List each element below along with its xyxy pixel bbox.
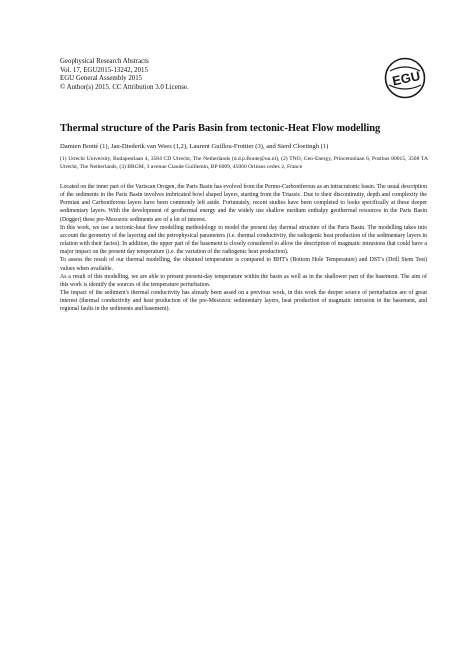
abstract-paragraph: Located on the inner part of the Variscan Orogen, the Paris Basin has evolved from the Permo-Carboniferous as an intracratonic basin. The usual description of the sediments in the Paris Basin involves imbricated bowl shaped layers, starting from the Triassic. Due to their discontinuity, depth and complexity the Permian and Carboniferous layers have been commonly left aside. Fortunately, recent studies have been completed to looks specifically at these deeper sedimentary layers. With the development of geothermal energy and the widely use shallow medium enthalpy geothermal resources in the Paris Basin (Dogger) these pre-Mesozoic sediments are of a lot of interest. — [60, 184, 427, 223]
egu-logo-icon — [384, 57, 426, 99]
license-text: © Author(s) 2015. CC Attribution 3.0 License. — [60, 83, 189, 91]
paper-title: Thermal structure of the Paris Basin from tectonic-Heat Flow modelling — [60, 123, 381, 134]
abstract-paragraph: In this work, we use a tectonic-heat flow modelling methodology to model the present day thermal structure of the Paris Basin. The modelling takes into account the geometry of the layering and the petrophysical parameters (i.e. thermal conductivity, the radiogenic heat production of the sedimentary layers in relation with their facies). In addition, the upper part of the basement is closely considered to allow the description of magmatic intrusions that could have a major impact on the present day temperature (i.e. the variation of the radiogenic heat production). — [60, 224, 427, 256]
volume-info: Vol. 17, EGU2015-13242, 2015 — [60, 66, 148, 74]
affiliations: (1) Utrecht University, Budapestlaan 4, 3584 CD Utrecht, The Netherlands (d.d.p.Bonte@uu.nl), (2) TNO, Geo-Energy, Princetonlaan 6, Postbus 80015, 3508 TA Utrecht, The Netherlands, (3) BRGM, 3 avenue Claude Guillemin, BP 6009, 45060 Orléans cedex 2, France — [60, 156, 428, 170]
svg-text:EGU: EGU — [390, 67, 422, 89]
abstract-paragraph: To assess the result of our thermal modelling, the obtained temperature is compared to BHT's (Bottom Hole Temperature) and DST's (Drill Stem Test) values when available. — [60, 257, 427, 272]
abstract-paragraph: As a result of this modelling, we are able to present present-day temperature within the basin as well as in the shallower part of the basement. The aim of this work is identify the sources of the temperature perturbation. — [60, 273, 427, 288]
publication-header — [60, 58, 189, 92]
journal-name: Geophysical Research Abstracts — [60, 58, 149, 65]
abstract-paragraph: The impact of the sediment's thermal conductivity has already been assed on a previous work, in this work the deeper source of perturbation are of great interest (thermal conductivity and heat production of the pre-Mesozoic sedimentary layers, heat production of magmatic intrusion in the basement, and regional faults in the sediments and basement). — [60, 290, 427, 313]
author-list: Damien Bonté (1), Jan-Diederik van Wees (1,2), Laurent Guillou-Frottier (3), and Sierd Cloetingh (1) — [60, 143, 329, 150]
abstract-body — [60, 183, 427, 314]
assembly-name: EGU General Assembly 2015 — [60, 75, 143, 83]
